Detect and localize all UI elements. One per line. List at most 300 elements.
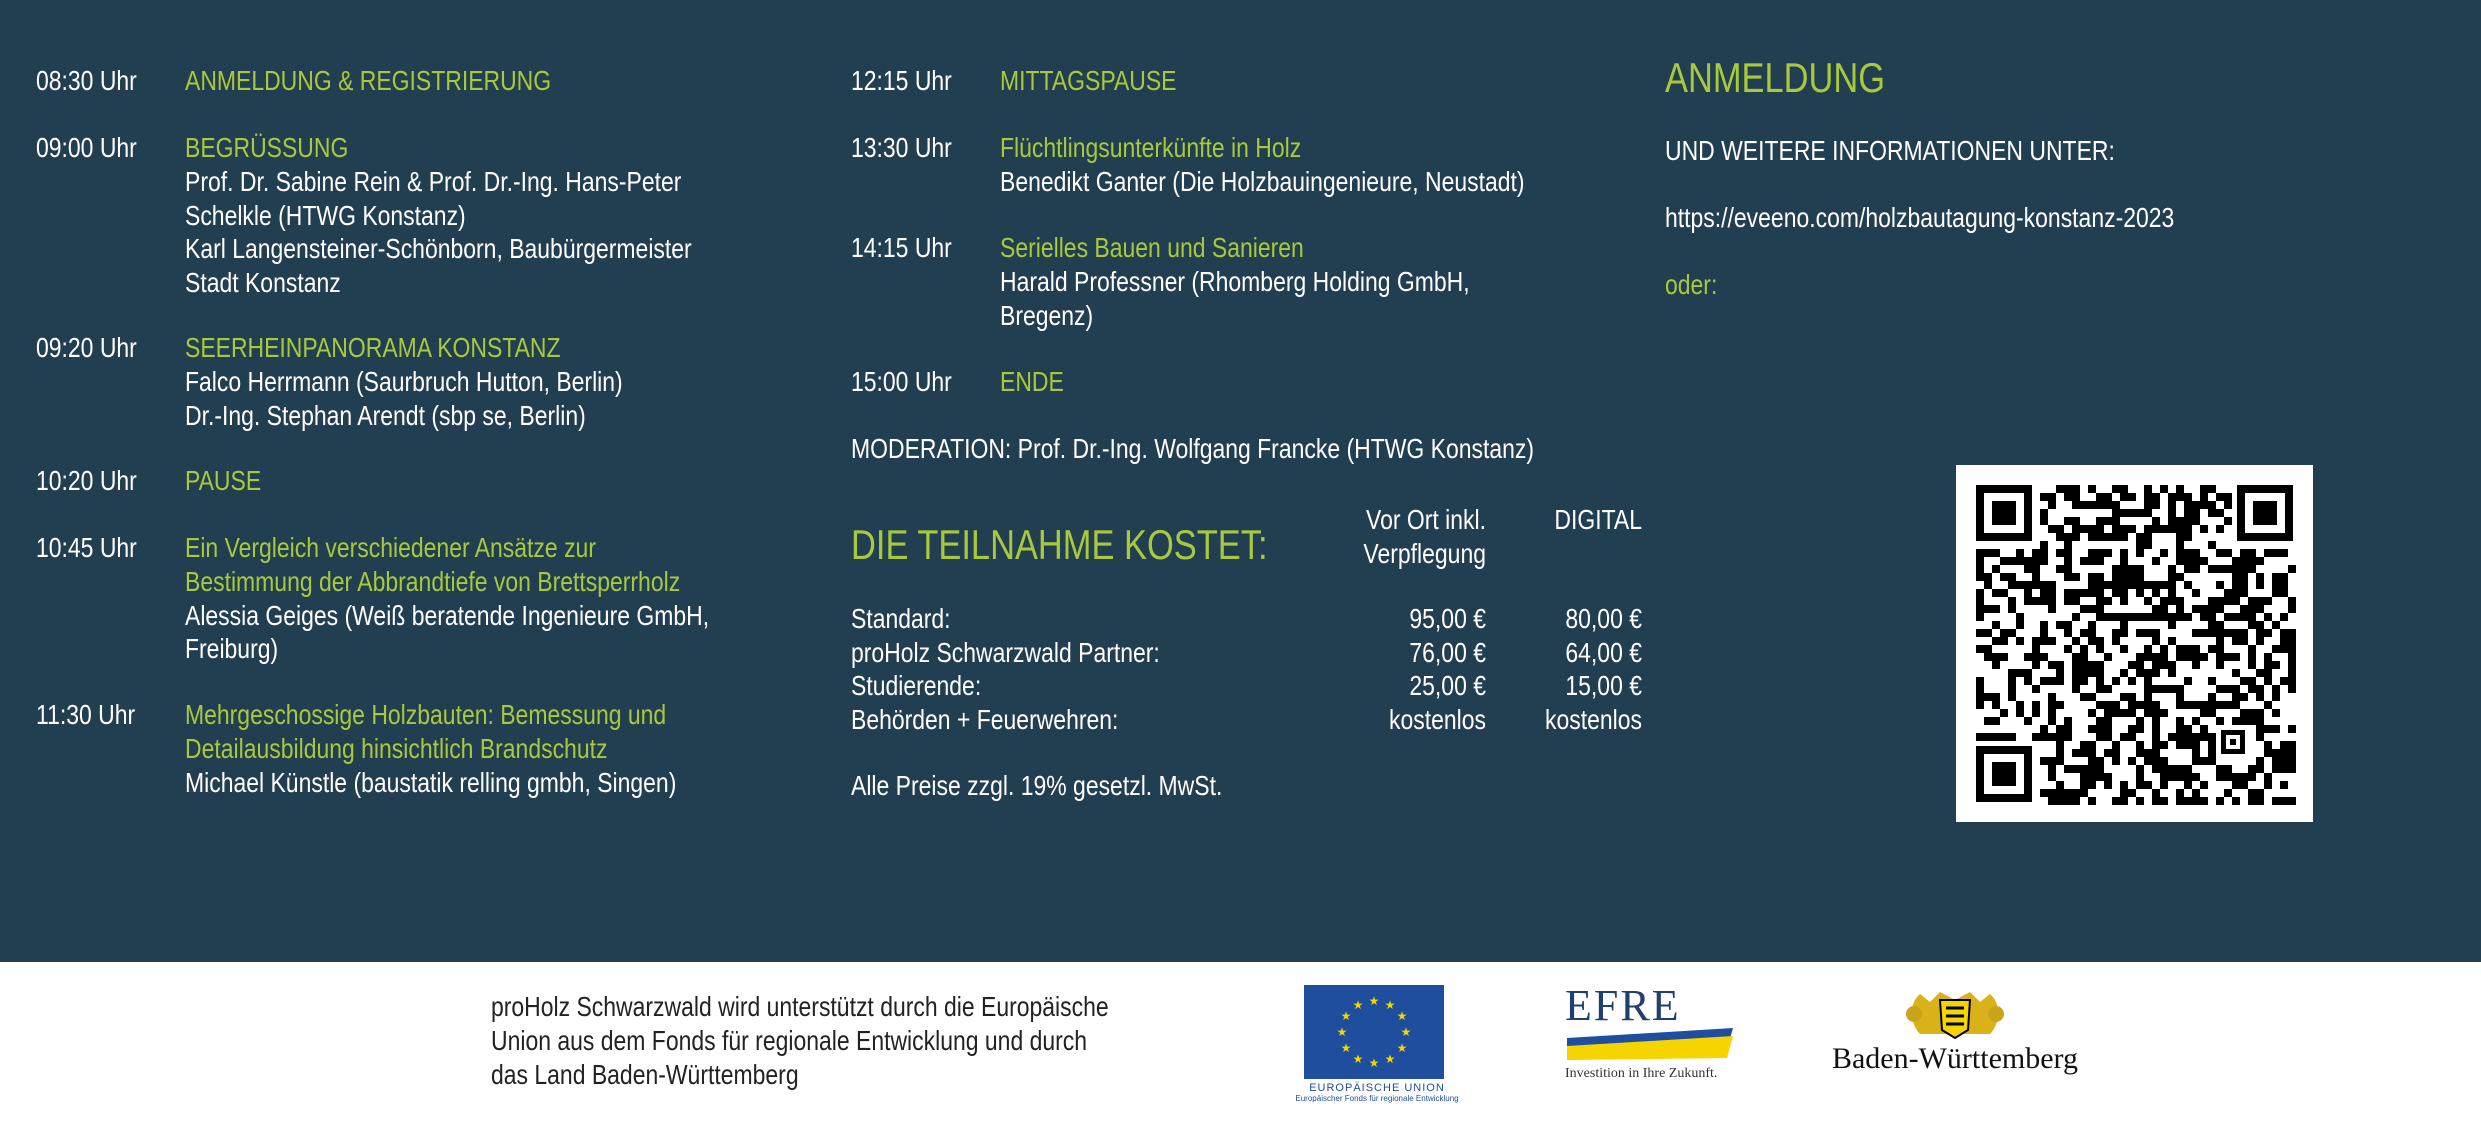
- qr-module: [2128, 677, 2136, 685]
- qr-module: [2184, 733, 2192, 741]
- qr-module: [2152, 581, 2160, 589]
- qr-module: [2120, 597, 2128, 605]
- qr-module: [2288, 661, 2296, 669]
- qr-module: [2144, 581, 2152, 589]
- qr-module: [2144, 701, 2152, 709]
- qr-module: [2072, 669, 2080, 677]
- qr-module: [2048, 525, 2056, 533]
- qr-module: [2240, 549, 2248, 557]
- qr-module: [2232, 565, 2240, 573]
- qr-module: [2024, 669, 2032, 677]
- qr-module: [2208, 501, 2216, 509]
- qr-module: [2104, 597, 2112, 605]
- qr-module: [2144, 781, 2152, 789]
- pricing-col-digital: DIGITAL: [1554, 504, 1642, 535]
- qr-module: [2088, 621, 2096, 629]
- qr-module: [2016, 701, 2024, 709]
- qr-module: [2088, 557, 2096, 565]
- qr-module: [2232, 629, 2240, 637]
- qr-module: [2024, 653, 2032, 661]
- time-1330: 13:30 Uhr: [851, 132, 952, 163]
- qr-code[interactable]: [1956, 465, 2313, 822]
- qr-module: [2120, 549, 2128, 557]
- qr-module: [2152, 557, 2160, 565]
- qr-module: [2048, 581, 2056, 589]
- qr-module: [2104, 533, 2112, 541]
- qr-module: [2224, 629, 2232, 637]
- qr-module: [2000, 637, 2008, 645]
- qr-module: [2168, 597, 2176, 605]
- qr-module: [2152, 493, 2160, 501]
- qr-module: [2008, 669, 2016, 677]
- qr-module: [2168, 685, 2176, 693]
- qr-module: [2288, 757, 2296, 765]
- qr-module: [2280, 629, 2288, 637]
- qr-module: [2208, 485, 2216, 493]
- qr-module: [2088, 525, 2096, 533]
- qr-module: [2264, 701, 2272, 709]
- qr-module: [2248, 709, 2256, 717]
- qr-module: [2104, 613, 2112, 621]
- qr-module: [2272, 693, 2280, 701]
- qr-module: [2048, 661, 2056, 669]
- qr-module: [2168, 509, 2176, 517]
- qr-module: [2168, 613, 2176, 621]
- qr-module: [2184, 549, 2192, 557]
- item-title-multistorey-2: Detailausbildung hinsichtlich Brandschutz: [185, 733, 608, 764]
- qr-module: [2120, 629, 2128, 637]
- qr-module: [2032, 685, 2040, 693]
- qr-module: [2000, 589, 2008, 597]
- qr-module: [2192, 629, 2200, 637]
- qr-module: [2024, 581, 2032, 589]
- qr-module: [2024, 565, 2032, 573]
- qr-module: [2136, 765, 2144, 773]
- qr-module: [2008, 581, 2016, 589]
- qr-module: [2232, 557, 2240, 565]
- qr-module: [2200, 613, 2208, 621]
- qr-module: [2192, 757, 2200, 765]
- qr-module: [2112, 613, 2120, 621]
- price-digital: kostenlos: [1544, 704, 1642, 735]
- qr-module: [2048, 493, 2056, 501]
- qr-module: [2176, 693, 2184, 701]
- qr-module: [2208, 621, 2216, 629]
- qr-module: [2056, 525, 2064, 533]
- item-title-registration: ANMELDUNG & REGISTRIERUNG: [185, 65, 552, 96]
- qr-module: [2088, 765, 2096, 773]
- qr-module: [2040, 621, 2048, 629]
- qr-module: [2096, 525, 2104, 533]
- qr-module: [2184, 533, 2192, 541]
- qr-module: [2000, 629, 2008, 637]
- qr-module: [2272, 661, 2280, 669]
- qr-module: [2240, 781, 2248, 789]
- qr-module: [2272, 621, 2280, 629]
- speaker-line: Prof. Dr. Sabine Rein & Prof. Dr.-Ing. Hans-Peter: [185, 166, 682, 197]
- qr-module: [2176, 525, 2184, 533]
- qr-module: [2008, 573, 2016, 581]
- qr-module: [2144, 533, 2152, 541]
- qr-module: [2184, 653, 2192, 661]
- qr-module: [2016, 637, 2024, 645]
- svg-text:★: ★: [1340, 1009, 1352, 1023]
- qr-module: [2072, 597, 2080, 605]
- qr-module: [2208, 733, 2216, 741]
- qr-module: [2048, 701, 2056, 709]
- qr-module: [1976, 693, 1984, 701]
- qr-module: [2144, 749, 2152, 757]
- qr-module: [2264, 653, 2272, 661]
- eu-label: EUROPÄISCHE UNION: [1309, 1082, 1445, 1094]
- qr-module: [2120, 509, 2128, 517]
- qr-module: [2040, 733, 2048, 741]
- qr-module: [2112, 573, 2120, 581]
- qr-module: [2240, 581, 2248, 589]
- qr-module: [2256, 621, 2264, 629]
- efre-tagline: Investition in Ihre Zukunft.: [1565, 1066, 1718, 1081]
- registration-link[interactable]: https://eveeno.com/holzbautagung-konstanz-2023: [1665, 202, 2175, 233]
- qr-module: [2128, 725, 2136, 733]
- qr-module: [2248, 717, 2256, 725]
- qr-module: [2224, 565, 2232, 573]
- qr-module: [2080, 669, 2088, 677]
- qr-module: [2128, 733, 2136, 741]
- qr-module: [2280, 613, 2288, 621]
- qr-module: [2192, 589, 2200, 597]
- qr-module: [2216, 493, 2224, 501]
- qr-module: [2216, 565, 2224, 573]
- qr-module: [2288, 725, 2296, 733]
- qr-module: [2144, 653, 2152, 661]
- qr-module: [2088, 637, 2096, 645]
- qr-module: [2240, 693, 2248, 701]
- bw-logo: [1830, 984, 2080, 1076]
- qr-module: [2040, 789, 2048, 797]
- qr-module: [2232, 597, 2240, 605]
- qr-module: [2168, 501, 2176, 509]
- price-label: Behörden + Feuerwehren:: [851, 704, 1119, 735]
- qr-module: [2104, 781, 2112, 789]
- qr-module: [2224, 653, 2232, 661]
- qr-module: [2160, 581, 2168, 589]
- qr-module: [2216, 637, 2224, 645]
- speaker-line: Bregenz): [1000, 300, 1094, 331]
- qr-module: [2120, 485, 2128, 493]
- qr-module: [2040, 757, 2048, 765]
- qr-module: [2112, 589, 2120, 597]
- qr-module: [2064, 621, 2072, 629]
- qr-module: [2120, 797, 2128, 805]
- registration-or: oder:: [1665, 269, 1718, 300]
- qr-module: [2200, 709, 2208, 717]
- qr-module: [2192, 557, 2200, 565]
- qr-module: [2120, 733, 2128, 741]
- qr-module: [2232, 573, 2240, 581]
- qr-module: [2064, 645, 2072, 653]
- qr-module: [2160, 485, 2168, 493]
- qr-module: [2192, 661, 2200, 669]
- qr-module: [2256, 709, 2264, 717]
- qr-code-graphic: [1956, 465, 2313, 822]
- qr-module: [2248, 645, 2256, 653]
- qr-module: [2256, 797, 2264, 805]
- qr-module: [2072, 789, 2080, 797]
- qr-module: [2288, 565, 2296, 573]
- qr-module: [2000, 653, 2008, 661]
- qr-module: [2104, 493, 2112, 501]
- qr-module: [1992, 661, 2000, 669]
- qr-module: [1992, 549, 2000, 557]
- qr-module: [2064, 493, 2072, 501]
- qr-module: [2248, 557, 2256, 565]
- qr-module: [2184, 677, 2192, 685]
- qr-module: [2184, 517, 2192, 525]
- qr-module: [2160, 685, 2168, 693]
- qr-module: [2136, 549, 2144, 557]
- qr-module: [2152, 501, 2160, 509]
- qr-module: [2128, 661, 2136, 669]
- qr-module: [2032, 557, 2040, 565]
- qr-module: [1992, 589, 2000, 597]
- qr-module: [2056, 789, 2064, 797]
- qr-module: [2104, 733, 2112, 741]
- svg-text:★: ★: [1384, 1052, 1396, 1066]
- qr-module: [2184, 797, 2192, 805]
- time-1130: 11:30 Uhr: [36, 699, 136, 730]
- qr-module: [2200, 557, 2208, 565]
- qr-module: [2288, 765, 2296, 773]
- qr-module: [2072, 749, 2080, 757]
- qr-module: [2184, 741, 2192, 749]
- qr-module: [2088, 661, 2096, 669]
- qr-module: [2088, 605, 2096, 613]
- qr-module: [2192, 645, 2200, 653]
- qr-module: [2288, 605, 2296, 613]
- qr-module: [2272, 589, 2280, 597]
- qr-module: [2176, 773, 2184, 781]
- svg-text:★: ★: [1400, 1025, 1412, 1039]
- qr-module: [2176, 725, 2184, 733]
- qr-module: [2200, 757, 2208, 765]
- qr-module: [2016, 581, 2024, 589]
- qr-module: [2024, 557, 2032, 565]
- qr-module: [2072, 485, 2080, 493]
- qr-module: [2256, 757, 2264, 765]
- qr-module: [2264, 549, 2272, 557]
- qr-module: [2064, 533, 2072, 541]
- qr-module: [2248, 565, 2256, 573]
- qr-module: [2136, 629, 2144, 637]
- qr-module: [2048, 765, 2056, 773]
- qr-module: [2128, 613, 2136, 621]
- qr-module: [2104, 749, 2112, 757]
- qr-module: [2096, 581, 2104, 589]
- qr-module: [2264, 629, 2272, 637]
- qr-module: [2192, 549, 2200, 557]
- qr-module: [2120, 645, 2128, 653]
- qr-module: [1976, 613, 1984, 621]
- qr-module: [2080, 765, 2088, 773]
- qr-module: [2032, 637, 2040, 645]
- qr-module: [2208, 701, 2216, 709]
- qr-module: [2032, 645, 2040, 653]
- qr-module: [2192, 789, 2200, 797]
- qr-module: [2152, 765, 2160, 773]
- qr-module: [2136, 701, 2144, 709]
- qr-module: [2280, 797, 2288, 805]
- price-label: Studierende:: [851, 670, 982, 701]
- qr-module: [2200, 485, 2208, 493]
- qr-module: [2224, 589, 2232, 597]
- qr-module: [2248, 685, 2256, 693]
- qr-module: [2112, 637, 2120, 645]
- speaker-line: Freiburg): [185, 633, 279, 664]
- efre-logo: [1565, 981, 1745, 1082]
- qr-module: [2216, 581, 2224, 589]
- item-title-welcome: BEGRÜSSUNG: [185, 132, 349, 163]
- qr-module: [2056, 661, 2064, 669]
- qr-module: [2064, 789, 2072, 797]
- qr-module: [1976, 685, 1984, 693]
- eu-flag-icon: [1304, 985, 1444, 1079]
- qr-module: [2136, 749, 2144, 757]
- speaker-line: Harald Professner (Rhomberg Holding GmbH,: [1000, 266, 1470, 297]
- item-title-serial: Serielles Bauen und Sanieren: [1000, 232, 1304, 263]
- qr-module: [2032, 597, 2040, 605]
- qr-module: [2232, 685, 2240, 693]
- qr-module: [1984, 581, 1992, 589]
- qr-module: [2160, 525, 2168, 533]
- qr-module: [2200, 501, 2208, 509]
- qr-module: [2096, 549, 2104, 557]
- qr-module: [2096, 733, 2104, 741]
- qr-module: [2096, 685, 2104, 693]
- qr-module: [2160, 613, 2168, 621]
- qr-module: [2072, 501, 2080, 509]
- qr-module: [2152, 637, 2160, 645]
- qr-module: [2040, 589, 2048, 597]
- qr-module: [2184, 557, 2192, 565]
- qr-module: [2064, 517, 2072, 525]
- qr-module: [2144, 677, 2152, 685]
- qr-module: [2040, 653, 2048, 661]
- qr-module: [2240, 709, 2248, 717]
- qr-module: [2160, 605, 2168, 613]
- qr-module: [2280, 549, 2288, 557]
- qr-module: [2160, 645, 2168, 653]
- qr-module: [2096, 701, 2104, 709]
- qr-module: [2000, 557, 2008, 565]
- svg-text:★: ★: [1396, 1009, 1408, 1023]
- qr-module: [2184, 701, 2192, 709]
- qr-module: [2040, 677, 2048, 685]
- qr-module: [2208, 629, 2216, 637]
- time-1500: 15:00 Uhr: [851, 366, 952, 397]
- qr-module: [2080, 781, 2088, 789]
- qr-module: [2256, 637, 2264, 645]
- qr-module: [2096, 717, 2104, 725]
- qr-module: [2120, 533, 2128, 541]
- qr-module: [2080, 645, 2088, 653]
- qr-module: [2136, 581, 2144, 589]
- item-title-comparison: Ein Vergleich verschiedener Ansätze zur: [185, 532, 596, 563]
- qr-module: [2208, 509, 2216, 517]
- qr-module: [1976, 733, 1984, 741]
- qr-module: [2200, 629, 2208, 637]
- qr-module: [2016, 549, 2024, 557]
- qr-module: [2064, 725, 2072, 733]
- time-1215: 12:15 Uhr: [851, 65, 952, 96]
- qr-module: [2200, 781, 2208, 789]
- qr-module: [2168, 565, 2176, 573]
- qr-module: [2240, 629, 2248, 637]
- qr-module: [2128, 525, 2136, 533]
- qr-module: [2136, 565, 2144, 573]
- qr-module: [2112, 485, 2120, 493]
- qr-module: [2200, 525, 2208, 533]
- qr-module: [2152, 661, 2160, 669]
- speaker-line: Benedikt Ganter (Die Holzbauingenieure, Neustadt): [1000, 166, 1525, 197]
- qr-module: [2232, 717, 2240, 725]
- qr-module: [1992, 565, 2000, 573]
- qr-module: [2280, 645, 2288, 653]
- qr-module: [2256, 557, 2264, 565]
- price-label: Standard:: [851, 603, 951, 634]
- qr-module: [2224, 773, 2232, 781]
- qr-module: [2200, 701, 2208, 709]
- qr-module: [2152, 725, 2160, 733]
- qr-module: [2096, 613, 2104, 621]
- qr-module: [2192, 741, 2200, 749]
- qr-module: [2272, 797, 2280, 805]
- svg-text:★: ★: [1384, 998, 1396, 1012]
- footer-funding-text: proHolz Schwarzwald wird unterstützt durch die Europäische Union aus dem Fonds für regionale Entwicklung und durch das Land Baden-Württemberg: [491, 991, 1109, 1090]
- qr-module: [2248, 661, 2256, 669]
- qr-module: [2064, 565, 2072, 573]
- qr-module: [2048, 789, 2056, 797]
- qr-module: [2168, 621, 2176, 629]
- qr-module: [2080, 557, 2088, 565]
- qr-module: [2288, 797, 2296, 805]
- qr-module: [1992, 621, 2000, 629]
- qr-module: [2056, 565, 2064, 573]
- qr-module: [1984, 629, 1992, 637]
- qr-module: [2208, 709, 2216, 717]
- qr-module: [2240, 613, 2248, 621]
- qr-module: [1976, 557, 1984, 565]
- qr-module: [2224, 549, 2232, 557]
- qr-module: [2072, 517, 2080, 525]
- qr-module: [2016, 669, 2024, 677]
- qr-module: [2288, 741, 2296, 749]
- qr-module: [2136, 781, 2144, 789]
- qr-module: [2184, 525, 2192, 533]
- qr-module: [2168, 733, 2176, 741]
- pricing-note: Alle Preise zzgl. 19% gesetzl. MwSt.: [851, 770, 1223, 801]
- qr-module: [2224, 501, 2232, 509]
- qr-module: [2008, 677, 2016, 685]
- registration-heading: ANMELDUNG: [1665, 54, 1886, 101]
- qr-module: [2192, 565, 2200, 573]
- qr-module: [1992, 717, 2000, 725]
- qr-module: [2016, 613, 2024, 621]
- qr-module: [2056, 677, 2064, 685]
- qr-module: [1976, 573, 1984, 581]
- qr-module: [2120, 781, 2128, 789]
- qr-module: [2208, 757, 2216, 765]
- qr-module: [2048, 773, 2056, 781]
